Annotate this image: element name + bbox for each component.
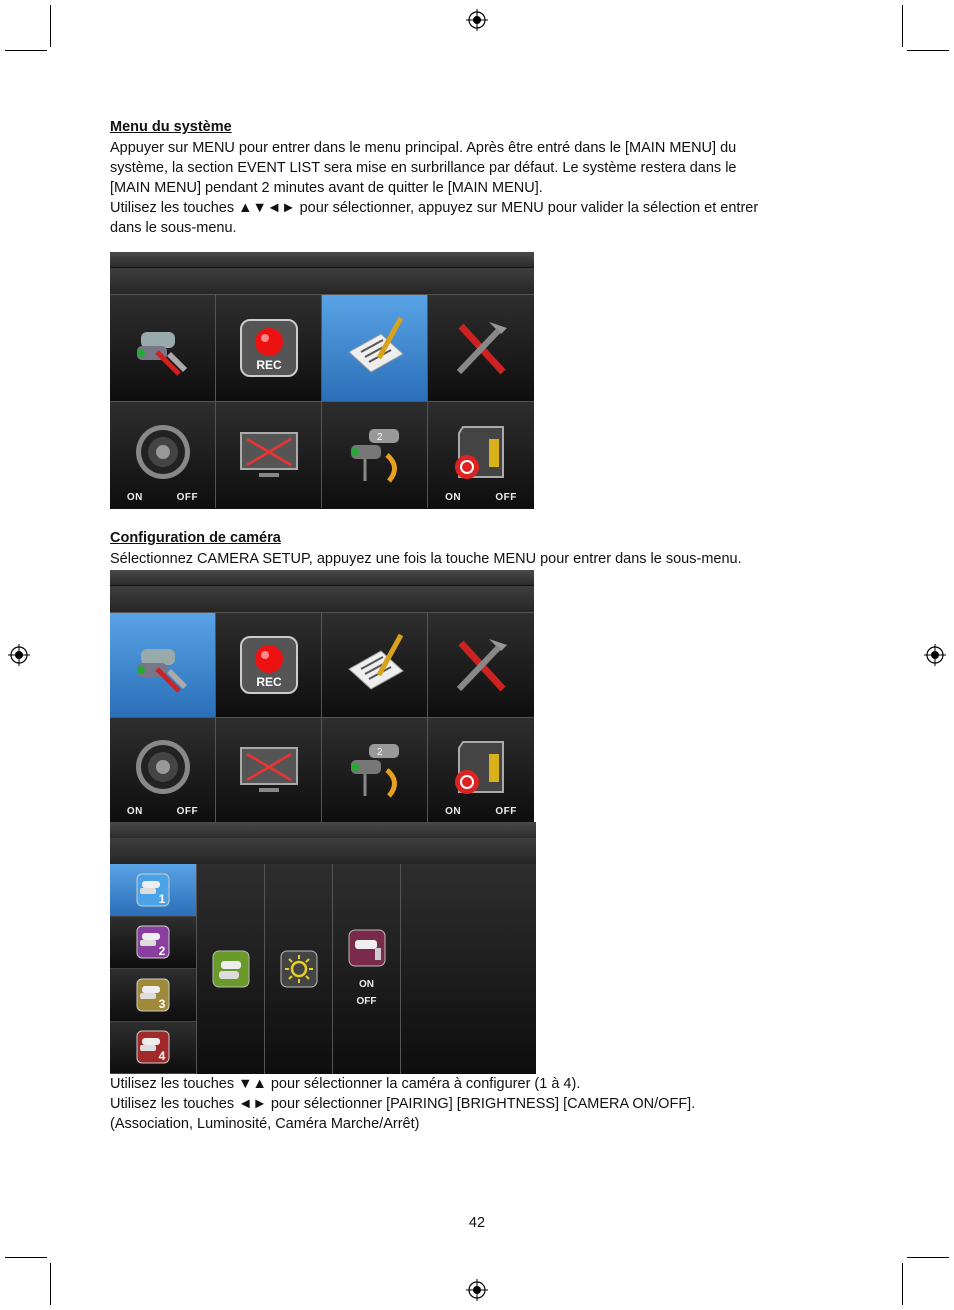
off-label: OFF [495,492,517,503]
crop-mark [5,50,47,51]
menu-title-bar [110,268,534,294]
text-line: dans le sous-menu. [110,220,237,236]
crop-mark [902,5,903,47]
speaker-tile[interactable] [110,401,216,508]
camera-rotate-icon [339,419,411,491]
svg-text:2: 2 [376,432,383,443]
main-menu-grid [110,294,534,508]
record-tile[interactable] [216,294,322,401]
on-off-label [428,806,534,817]
camera-number: 2 [158,944,166,959]
speaker-icon [127,419,199,491]
display-off-icon [233,734,305,806]
camera-number: 3 [158,996,166,1011]
camera-rotate-icon [339,734,411,806]
camera-power-icon [347,928,387,968]
sd-overwrite-icon [445,419,517,491]
text-line: Utilisez les touches ▲▼◄► pour sélectionner, appuyez sur MENU pour valider la sélection et entrer [110,200,759,216]
brightness-option[interactable] [264,864,332,1074]
off-label: OFF [356,996,377,1007]
section-title-camera-setup: Configuration de caméra [110,530,281,546]
crop-mark [907,1257,949,1258]
event-list-icon [339,629,411,701]
on-label: ON [126,806,143,817]
speaker-tile[interactable] [110,717,216,822]
main-menu-panel [110,252,534,509]
camera-2-icon [135,924,171,960]
crop-mark [5,1257,47,1258]
camera-item-3[interactable] [110,969,196,1022]
registration-mark-icon [466,1279,488,1301]
camera-4-icon [135,1029,171,1065]
event-list-icon [339,312,411,384]
camera-setup-icon [127,629,199,701]
off-label: OFF [176,492,199,503]
camera-number: 4 [158,1049,166,1064]
sd-card-overwrite-tile[interactable] [428,717,534,822]
crop-mark [902,1263,903,1305]
camera-setup-description: Sélectionnez CAMERA SETUP, appuyez une fois la touche MENU pour entrer dans le sous-menu. [110,551,742,567]
text-line: Appuyer sur MENU pour entrer dans le menu principal. Après être entré dans le [MAIN MENU] du [110,140,737,156]
crop-mark [50,5,51,47]
camera-list [110,864,196,1074]
page-number: 42 [468,1215,486,1231]
camera-power-option[interactable] [332,864,400,1074]
on-label: ON [445,806,462,817]
on-label: ON [126,492,143,503]
system-setup-icon [445,312,517,384]
record-icon [233,629,305,701]
system-setup-tile[interactable] [428,294,534,401]
camera-rotate-tile[interactable] [322,717,428,822]
off-label: OFF [176,806,199,817]
speaker-icon [127,734,199,806]
on-off-label [428,492,534,503]
text-line: système, la section EVENT LIST sera mise en surbrillance par défaut. Le système restera dans le [110,160,737,176]
camera-on-off-label [357,976,377,1010]
svg-text:REC: REC [255,675,282,689]
camera-setup-tile[interactable] [110,612,216,717]
submenu-header-bar [110,822,536,838]
sd-overwrite-icon [445,734,517,806]
camera-setup-tile[interactable] [110,294,216,401]
camera-item-4[interactable] [110,1022,196,1075]
crop-mark [50,1263,51,1305]
camera-number: 1 [158,891,166,906]
text-line: Utilisez les touches ▼▲ pour sélectionner la caméra à configurer (1 à 4). [110,1076,581,1092]
brightness-icon [279,949,319,989]
camera-item-1[interactable] [110,864,196,917]
main-menu-panel-camera-selected [110,570,534,822]
display-off-tile[interactable] [216,717,322,822]
camera-1-icon [135,872,171,908]
camera-3-icon [135,977,171,1013]
submenu-title-bar [110,838,536,864]
system-setup-icon [445,629,517,701]
record-icon [233,312,305,384]
text-line: (Association, Luminosité, Caméra Marche/Arrêt) [110,1116,420,1132]
menu-header-bar [110,252,534,268]
on-off-label [110,806,215,817]
display-off-tile[interactable] [216,401,322,508]
camera-setup-submenu [110,822,536,1074]
section-title-system-menu: Menu du système [110,119,232,135]
on-label: ON [359,979,374,990]
display-off-icon [233,419,305,491]
on-off-label [110,492,215,503]
camera-item-2[interactable] [110,917,196,970]
camera-setup-instructions [110,1074,840,1134]
sd-card-overwrite-tile[interactable] [428,401,534,508]
pairing-option[interactable] [196,864,264,1074]
main-menu-grid [110,612,534,822]
record-tile[interactable] [216,612,322,717]
system-setup-tile[interactable] [428,612,534,717]
off-label: OFF [495,806,517,817]
menu-title-bar [110,586,534,612]
event-list-tile[interactable] [322,612,428,717]
registration-mark-icon [8,644,30,666]
camera-setup-icon [127,312,199,384]
pairing-icon [211,949,251,989]
registration-mark-icon [924,644,946,666]
system-menu-description [110,138,840,238]
camera-rotate-tile[interactable] [322,401,428,508]
event-list-tile[interactable] [322,294,428,401]
menu-header-bar [110,570,534,586]
on-label: ON [445,492,462,503]
text-line: Utilisez les touches ◄► pour sélectionner [PAIRING] [BRIGHTNESS] [CAMERA ON/OFF]. [110,1096,696,1112]
registration-mark-icon [466,9,488,31]
svg-text:2: 2 [376,747,383,758]
svg-text:REC: REC [255,358,282,372]
crop-mark [907,50,949,51]
text-line: [MAIN MENU] pendant 2 minutes avant de quitter le [MAIN MENU]. [110,180,543,196]
submenu-empty-area [400,864,536,1074]
